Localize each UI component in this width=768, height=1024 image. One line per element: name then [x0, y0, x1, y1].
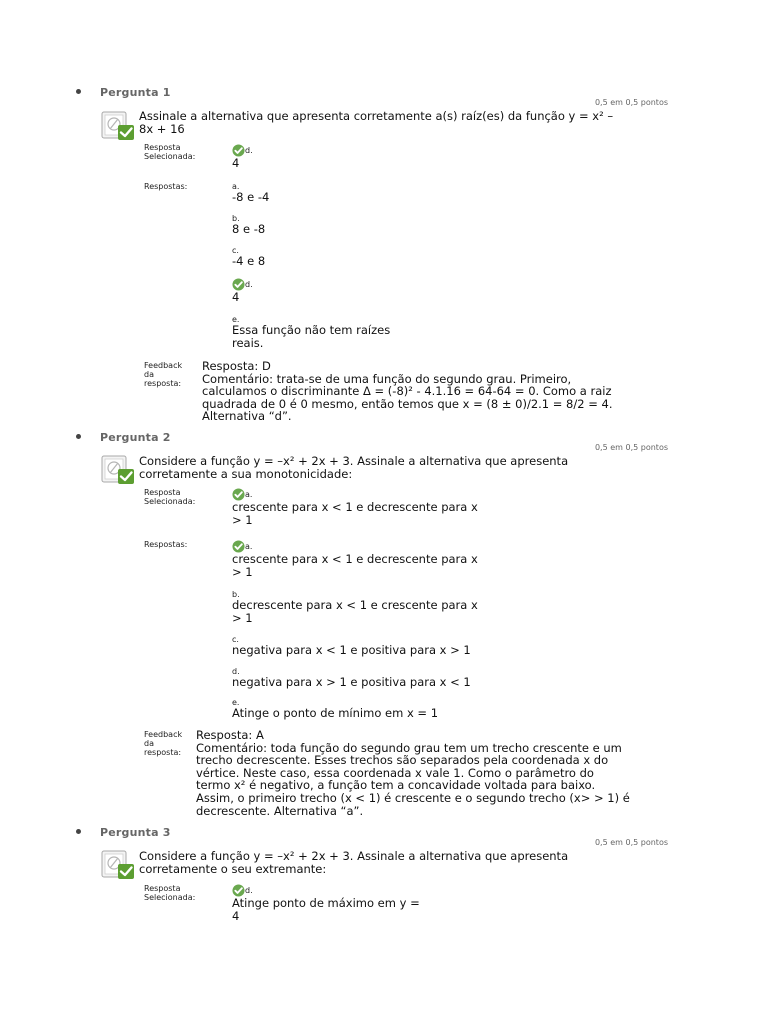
option-c: c. -4 e 8 — [232, 246, 266, 268]
option-e: e. Atinge o ponto de mínimo em x = 1 — [232, 698, 439, 720]
option-text: Essa função não tem raízes reais. — [232, 323, 391, 350]
selected-answer: d. Atinge ponto de máximo em y = 4 — [232, 886, 420, 923]
answers-label: Respostas: — [144, 182, 188, 191]
question-title: Pergunta 2 — [100, 431, 171, 444]
question-text: Assinale a alternativa que apresenta corretamente a(s) raíz(es) da função y = x² – 8x + 16 — [139, 109, 614, 136]
bullet-icon — [76, 829, 81, 834]
question-text: Considere a função y = –x² + 2x + 3. Assinale a alternativa que apresenta corretamente a sua monotonicidade: — [139, 454, 569, 481]
question-correct-icon — [101, 109, 135, 141]
option-b: b. 8 e -8 — [232, 214, 266, 236]
question-points: 0,5 em 0,5 pontos — [594, 443, 668, 452]
selected-answer-text: 4 — [232, 156, 240, 170]
answers-label: Respostas: — [144, 540, 188, 549]
bullet-icon — [76, 89, 81, 94]
question-title: Pergunta 1 — [100, 86, 171, 99]
option-text: -8 e -4 — [232, 190, 270, 204]
question-correct-icon — [101, 453, 135, 485]
option-d: d. 4 — [232, 280, 253, 304]
feedback-label: Feedback da resposta: — [144, 361, 183, 388]
bullet-icon — [76, 434, 81, 439]
option-e: e. Essa função não tem raízes reais. — [232, 315, 391, 350]
question-points: 0,5 em 0,5 pontos — [594, 838, 668, 847]
option-text: crescente para x < 1 e decrescente para x > 1 — [232, 552, 478, 579]
question-points: 0,5 em 0,5 pontos — [594, 98, 668, 107]
selected-answer-label: Resposta Selecionada: — [144, 884, 196, 902]
question-text: Considere a função y = –x² + 2x + 3. Assinale a alternativa que apresenta corretamente o seu extremante: — [139, 849, 569, 876]
option-text: -4 e 8 — [232, 254, 266, 268]
selected-answer: d. 4 — [232, 146, 253, 170]
option-text: 8 e -8 — [232, 222, 266, 236]
option-d: d. negativa para x > 1 e positiva para x < 1 — [232, 667, 471, 689]
option-text: decrescente para x < 1 e crescente para x > 1 — [232, 598, 478, 625]
question-title: Pergunta 3 — [100, 826, 171, 839]
option-text: negativa para x > 1 e positiva para x < 1 — [232, 675, 471, 689]
question-correct-icon — [101, 848, 135, 880]
feedback-text: Resposta: D Comentário: trata-se de uma função do segundo grau. Primeiro, calculamos o discriminante Δ = (-8)² - 4.1.16 = 64-64 = 0. Como a raiz quadrada de 0 é 0 mesmo, então temos que x = (8 ± 0)/2.1 = 8/2 = 4. Alternativa “d”. — [202, 359, 613, 424]
option-text: 4 — [232, 290, 240, 304]
selected-answer-text: crescente para x < 1 e decrescente para x > 1 — [232, 500, 478, 527]
option-text: Atinge o ponto de mínimo em x = 1 — [232, 706, 439, 720]
option-b: b. decrescente para x < 1 e crescente para x > 1 — [232, 590, 478, 625]
option-c: c. negativa para x < 1 e positiva para x > 1 — [232, 635, 471, 657]
selected-answer-label: Resposta Selecionada: — [144, 488, 196, 506]
selected-answer-label: Resposta Selecionada: — [144, 143, 196, 161]
selected-answer-text: Atinge ponto de máximo em y = 4 — [232, 896, 420, 923]
option-a: a. -8 e -4 — [232, 182, 270, 204]
feedback-text: Resposta: A Comentário: toda função do segundo grau tem um trecho crescente e um trecho decrescente. Esses trechos são separados pela coordenada x do vértice. Neste caso, essa coordenada x vale 1. Como o parâmetro do termo x² é negativo, a função tem a concavidade voltada para baixo. Assim, o primeiro trecho (x < 1) é crescente e o segundo trecho (x> > 1) é decrescente. Alternativa “a”. — [196, 728, 630, 818]
option-a: a. crescente para x < 1 e decrescente para x > 1 — [232, 542, 478, 579]
selected-answer: a. crescente para x < 1 e decrescente para x > 1 — [232, 490, 478, 527]
feedback-label: Feedback da resposta: — [144, 730, 183, 757]
option-text: negativa para x < 1 e positiva para x > 1 — [232, 643, 471, 657]
